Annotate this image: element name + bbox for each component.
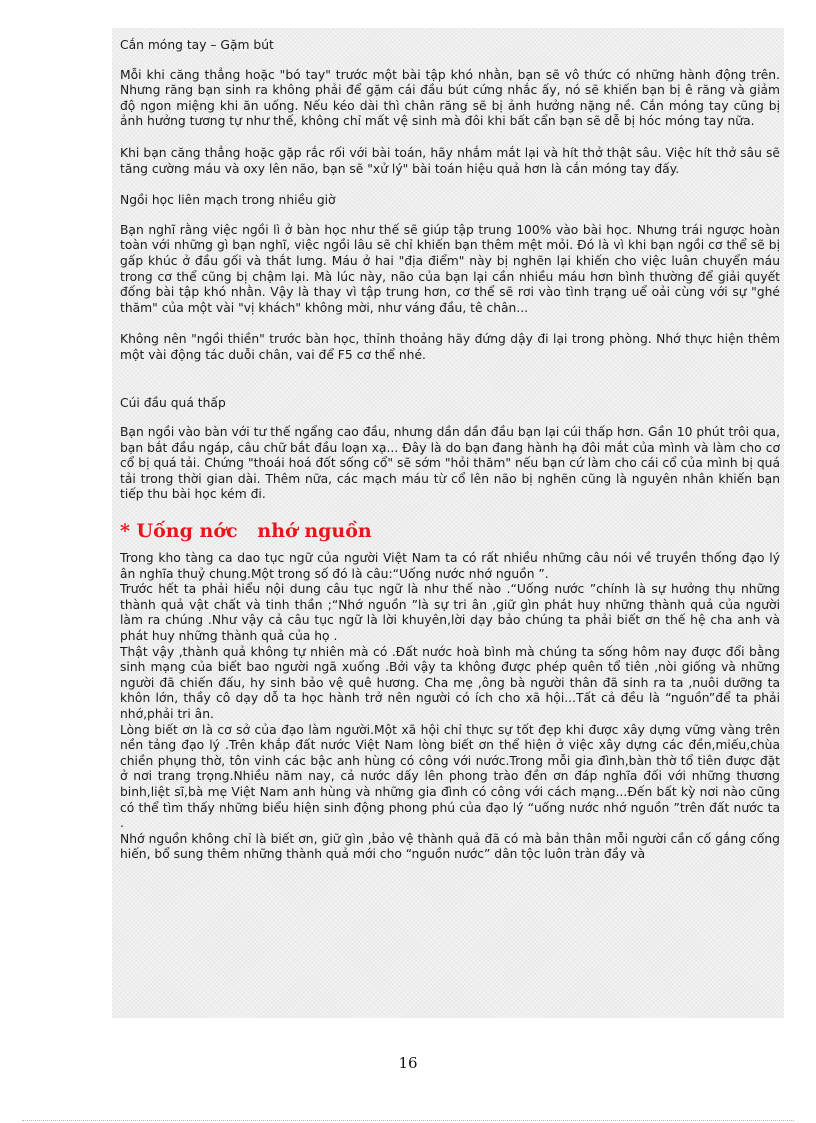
page-bottom-divider (22, 1120, 794, 1121)
essay-paragraph-3: Thật vậy ,thành quả không tự nhiên mà có .Đất nước hoà bình mà chúng ta sống hôm nay được đổi bằng sinh mạng của biết bao người ngã xuống .Bởi vậy ta không được phép quên tổ tiên ,nòi giống và những người đã chiến đấu, hy sinh bảo vệ quê hương. Cha mẹ ,ông bà người thân đã sinh ra ta ,nuôi dưỡng ta khôn lớn, thầy cô dạy dỗ ta học hành trở nên người có ích cho xã hội...Tất cả đều là “nguồn”để ta phải nhớ,phải tri ân. (120, 644, 780, 721)
essay-paragraph-5: Nhớ nguồn không chỉ là biết ơn, giữ gìn ,bảo vệ thành quả đã có mà bản thân mỗi người cần cố gắng cống hiến, bổ sung thêm những thành quả mới cho “nguồn nước” dân tộc luôn tràn đầy và (120, 831, 780, 862)
page-number: 16 (398, 1054, 418, 1072)
section-heading-nail-biting: Cắn móng tay – Gặm bút (120, 38, 274, 52)
paragraph-nail-biting-1: Mỗi khi căng thẳng hoặc "bó tay" trước một bài tập khó nhằn, bạn sẽ vô thức có những hành động trên. Nhưng răng bạn sinh ra không phải để gặm cái đầu bút cứng nhắc ấy, nó sẽ khiến bạn bị ê răng và giảm độ ngon miệng khi ăn uống. Nếu kéo dài thì chân răng sẽ bị ảnh hưởng nặng nề. Cắn móng tay cũng bị ảnh hưởng tương tự như thế, không chỉ mất vệ sinh mà đôi khi bất cẩn bạn sẽ dễ bị hóc móng tay nữa. (120, 67, 780, 129)
essay-title: * Uống nớc nhớ nguồn (120, 520, 372, 543)
page-content (120, 38, 780, 863)
essay-paragraph-2: Trước hết ta phải hiểu nội dung câu tục ngữ là như thế nào .“Uống nước ”chính là sự hưởng thụ những thành quả vật chất và tinh thần ;“Nhớ nguồn ”là sự tri ân ,giữ gìn phát huy những thành quả của người làm ra chúng .Như vậy cả câu tục ngữ là lời khuyên,lời dạy bảo chúng ta phải biết ơn thế hệ cha anh và phát huy những thành quả của họ . (120, 582, 780, 644)
paragraph-nail-biting-2: Khi bạn căng thẳng hoặc gặp rắc rối với bài toán, hãy nhắm mắt lại và hít thở thật sâu. Việc hít thở sâu sẽ tăng cường máu và oxy lên não, bạn sẽ "xử lý" bài toán hiệu quả hơn là cắn móng tay đấy. (120, 145, 780, 176)
section-heading-head-low: Cúi đầu quá thấp (120, 395, 226, 410)
essay-paragraph-1: Trong kho tàng ca dao tục ngữ của người Việt Nam ta có rất nhiều những câu nói về truyền thống đạo lý ân nghĩa thuỷ chung.Một trong số đó là câu:“Uống nước nhớ nguồn ”. (120, 551, 780, 581)
essay-paragraph-4: Lòng biết ơn là cơ sở của đạo làm người.Một xã hội chỉ thực sự tốt đẹp khi được xây dựng vững vàng trên nền tảng đạo lý .Trên khắp đất nước Việt Nam lòng biết ơn thể hiện ở việc xây dựng các đền,miếu,chùa chiền phụng thờ, tôn vinh các bậc anh hùng có công với nước.Trong mỗi gia đình,bàn thờ tổ tiên được đặt ở nơi trang trọng.Nhiều năm nay, cả nước dấy lên phong trào đền ơn đáp nghĩa đối với những thương binh,liệt sĩ,bà mẹ Việt Nam anh hùng và những gia đình có công với cách mạng...Đến bất kỳ nơi nào cũng có thể tìm thấy những biểu hiện sinh động phong phú của đạo lý “uống nước nhớ nguồn ”trên đất nước ta . (120, 722, 780, 831)
section-heading-sitting-long: Ngồi học liên mạch trong nhiều giờ (120, 193, 336, 208)
paragraph-sitting-long-1: Bạn nghĩ rằng việc ngồi lì ở bàn học như thế sẽ giúp tập trung 100% vào bài học. Nhưng trái ngược hoàn toàn với những gì bạn nghĩ, việc ngồi lâu sẽ chỉ khiến bạn thêm mệt mỏi. Đó là vì khi bạn ngồi cơ thể sẽ bị gấp khúc ở đầu gối và thắt lưng. Máu ở hai "địa điểm" này bị nghẽn lại khiến cho việc luân chuyển máu trong cơ thể cũng bị chậm lại. Mà lúc này, não của bạn lại cần nhiều máu hơn bình thường để giải quyết đống bài tập khó nhằn. Vậy là thay vì tập trung hơn, cơ thể sẽ rơi vào tình trạng uể oải cùng với sự "ghé thăm" của một vài "vị khách" không mời, như váng đầu, tê chân... (120, 222, 780, 315)
paragraph-head-low-1: Bạn ngồi vào bàn với tư thế ngẩng cao đầu, nhưng dần dần đầu bạn lại cúi thấp hơn. Gần 10 phút trôi qua, bạn bắt đầu ngáp, câu chữ bắt đầu loạn xạ... Đây là do bạn đang hành hạ đôi mắt của mình và làm cho cơ cổ bị quá tải. Chứng "thoái hoá đốt sống cổ" sẽ sớm "hỏi thăm" nếu bạn cứ làm cho cái cổ của mình bị quá tải trong thời gian dài. Thêm nữa, các mạch máu từ cổ lên não bị nghẽn cũng là nguyên nhân khiến bạn tiếp thu bài học kém đi. (120, 425, 780, 502)
paragraph-sitting-long-2: Không nên "ngồi thiền" trước bàn học, thỉnh thoảng hãy đứng dậy đi lại trong phòng. Nhớ thực hiện thêm một vài động tác duỗi chân, vai để F5 cơ thể nhé. (120, 332, 780, 362)
